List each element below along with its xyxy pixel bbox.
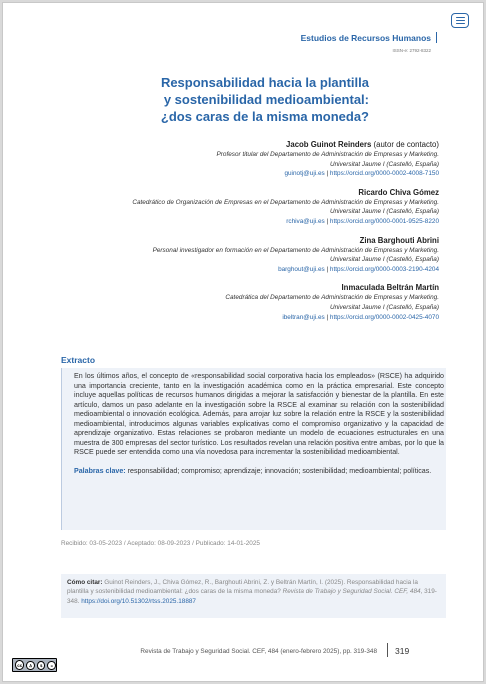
author-orcid-link[interactable]: https://orcid.org/0000-0001-9525-8220 <box>329 217 439 225</box>
author-affiliation: Catedrático de Organización de Empresas en el Departamento de Administración de Empresas y Marketing. <box>132 198 439 206</box>
author-institution: Universitat Jaume I (Castelló, España) <box>329 303 439 311</box>
author-name-line <box>132 282 439 293</box>
contact-separator: | <box>324 313 330 321</box>
author-entry <box>132 235 439 275</box>
author-name-line <box>132 187 439 198</box>
menu-icon-line <box>456 20 465 21</box>
author-contact <box>132 265 439 275</box>
citation-label: Cómo citar: <box>67 579 103 586</box>
citation-journal: Revista de Trabajo y Seguridad Social. CEF, 484 <box>282 588 421 596</box>
author-orcid-link[interactable]: https://orcid.org/0000-0003-2190-4204 <box>329 265 439 273</box>
author-email-link[interactable]: barghout@uji.es <box>278 265 325 273</box>
author-contact <box>132 313 439 323</box>
article-title-line: ¿dos caras de la misma moneda? <box>160 109 369 124</box>
author-affiliation: Catedrática del Departamento de Administración de Empresas y Marketing. <box>225 294 439 302</box>
author-institution: Universitat Jaume I (Castelló, España) <box>329 208 439 216</box>
author-affiliation: Personal investigador en formación en el Departamento de Administración de Empresas y Marketing. <box>152 246 439 254</box>
keywords-label: Palabras clave: <box>74 466 126 475</box>
author-orcid-link[interactable]: https://orcid.org/0000-0002-0425-4070 <box>329 313 439 321</box>
journal-title: Estudios de Recursos Humanos <box>300 33 431 43</box>
publication-dates: Recibido: 03-05-2023 / Aceptado: 08-09-2023 / Publicado: 14-01-2025 <box>61 540 260 547</box>
keywords <box>74 467 444 477</box>
author-email-link[interactable]: guinotj@uji.es <box>284 170 325 178</box>
menu-icon[interactable] <box>451 13 469 28</box>
author-name-line <box>132 139 439 150</box>
document-page <box>2 2 484 682</box>
author-entry <box>132 187 439 227</box>
page-number: 319 <box>395 646 410 656</box>
footer-journal-info: Revista de Trabajo y Seguridad Social. CEF, 484 (enero-febrero 2025), pp. 319-348 <box>140 648 377 655</box>
authors-block <box>132 139 439 330</box>
author-entry <box>132 282 439 322</box>
article-title-line: Responsabilidad hacia la plantilla <box>160 75 369 90</box>
author-contact <box>132 169 439 179</box>
author-institution: Universitat Jaume I (Castelló, España) <box>329 160 439 168</box>
cc-license-badge[interactable] <box>12 658 57 672</box>
article-title-line: y sostenibilidad medioambiental: <box>163 92 369 107</box>
nd-icon: = <box>47 661 56 670</box>
article-title <box>161 74 369 125</box>
abstract-box <box>61 368 446 530</box>
footer-divider <box>387 643 388 657</box>
author-affiliation: Profesor titular del Departamento de Administración de Empresas y Marketing. <box>216 151 439 158</box>
cc-icon: cc <box>15 660 24 670</box>
author-contact <box>132 217 439 227</box>
author-name-line <box>132 235 439 246</box>
issn: ISSN-e: 2792-8322 <box>392 48 431 53</box>
contact-separator: | <box>324 170 330 178</box>
contact-separator: | <box>324 265 330 273</box>
author-name: Jacob Guinot Reinders <box>286 140 372 149</box>
journal-title-divider <box>436 32 437 43</box>
author-role-note: (autor de contacto) <box>371 140 439 149</box>
nc-icon: $ <box>37 661 46 670</box>
author-email-link[interactable]: ibeltran@uji.es <box>282 313 325 321</box>
citation-box <box>61 574 446 618</box>
author-name: Ricardo Chiva Gómez <box>358 187 439 197</box>
citation-pages: , 319-348. <box>67 588 437 605</box>
menu-icon-line <box>456 23 465 24</box>
menu-icon-line <box>456 17 465 18</box>
contact-separator: | <box>324 217 330 225</box>
author-institution: Universitat Jaume I (Castelló, España) <box>329 256 439 264</box>
author-orcid-link[interactable]: https://orcid.org/0000-0002-4008-7150 <box>329 170 439 178</box>
keywords-text: responsabilidad; compromiso; aprendizaje; innovación; sostenibilidad; medioambiental; políticas. <box>125 466 432 475</box>
abstract-text: En los últimos años, el concepto de «responsabilidad social corporativa hacia los empleados» (RSCE) ha adquirido una importancia creciente, tanto en la investigación académica como en la práctica empresarial. Este concepto incluye aquellas políticas de recursos humanos dirigidas a mejorar la satisfacción y bienestar de la plantilla. En este artículo, damos un paso adelante en la investigación sobre la RSCE al examinar su relación con la sostenibilidad medioambiental o innovación ecológica. Además, para arrojar luz sobre la relación entre la RSCE y la sostenibilidad medioambiental, introducimos algunas variables explicativas como el compromiso organizativo y la capacidad de aprendizaje organizativo. Estas relaciones se probaron mediante un modelo de ecuaciones estructurales en una muestra de 300 empresas del sector turístico. Los resultados revelan una relación positiva entre ambas, por lo que la RSCE puede ser entendida como una vía novedosa para incrementar la sostenibilidad medioambiental. <box>74 372 444 456</box>
author-entry <box>132 139 439 179</box>
citation-text: Guinot Reinders, J., Chiva Gómez, R., Barghouti Abrini, Z. y Beltrán Martín, I. (2025). Responsabilidad hacia la plantilla y sostenibilidad medioambiental: ¿dos caras de la misma moneda? <box>67 579 418 596</box>
author-email-link[interactable]: rchiva@uji.es <box>286 217 325 225</box>
author-name: Zina Barghouti Abrini <box>359 235 439 245</box>
abstract-heading: Extracto <box>61 355 96 365</box>
author-name: Inmaculada Beltrán Martín <box>341 283 439 293</box>
by-icon: ♙ <box>26 661 35 670</box>
citation-doi-link[interactable]: https://doi.org/10.51302/rtss.2025.18887 <box>81 597 196 605</box>
